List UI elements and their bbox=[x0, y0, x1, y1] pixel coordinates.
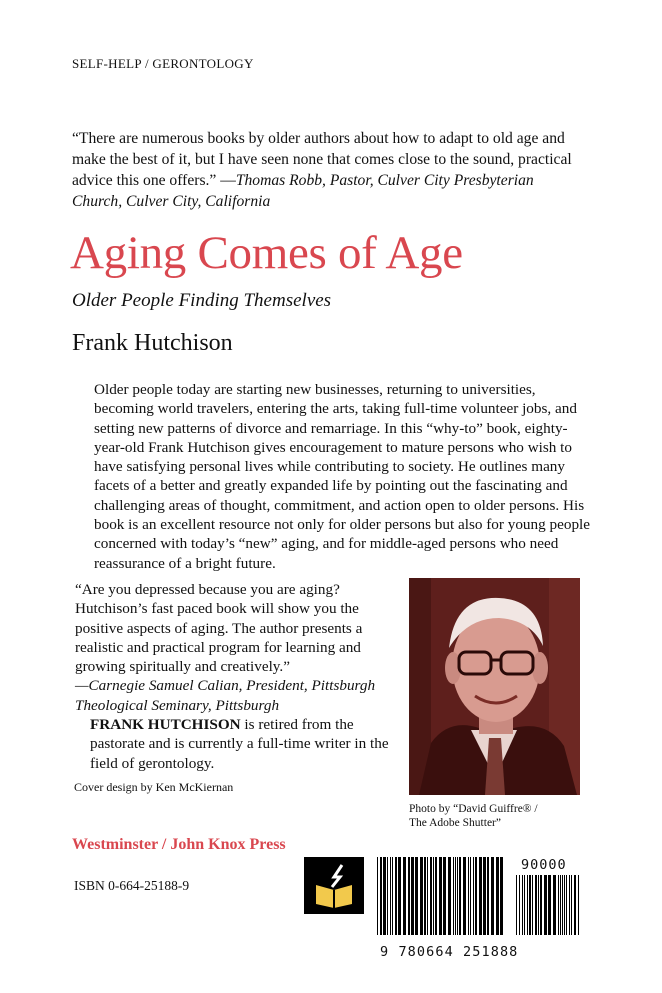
barcode-bar bbox=[519, 875, 520, 935]
barcode-bar bbox=[524, 875, 525, 935]
quote-2-attribution: —Carnegie Samuel Calian, President, Pittsburgh Theological Seminary, Pittsburgh bbox=[75, 677, 376, 714]
barcode-bar bbox=[435, 857, 437, 935]
book-author: Frank Hutchison bbox=[72, 330, 233, 356]
barcode-bar bbox=[553, 875, 556, 935]
barcode-bar bbox=[516, 875, 517, 935]
author-bio-text: is retired from the pastorate and is currently a full-time writer in the field of gerontology. bbox=[90, 716, 389, 772]
isbn-barcode bbox=[376, 857, 506, 935]
cover-design-credit: Cover design by Ken McKiernan bbox=[74, 780, 234, 794]
barcode-bar bbox=[560, 875, 561, 935]
barcode-bar bbox=[496, 857, 499, 935]
barcode-bar bbox=[468, 857, 469, 935]
barcode-bar bbox=[548, 875, 551, 935]
author-bio-name: FRANK HUTCHISON bbox=[90, 716, 241, 733]
endorsement-quote-1 bbox=[72, 128, 572, 212]
barcode-bar bbox=[564, 875, 565, 935]
barcode-bar bbox=[403, 857, 406, 935]
barcode-bar bbox=[532, 875, 533, 935]
barcode-bar bbox=[443, 857, 446, 935]
photo-credit bbox=[409, 802, 538, 830]
barcode-bar bbox=[522, 875, 523, 935]
barcode-bar bbox=[540, 875, 542, 935]
barcode-bar bbox=[483, 857, 486, 935]
barcode-bar bbox=[377, 857, 378, 935]
barcode-bar bbox=[390, 857, 391, 935]
book-description: Older people today are starting new businesses, returning to universities, becoming world travelers, entering the arts, taking full-time volunteer jobs, and setting new patterns of divorce and remarriage. In this “why-to” book, eighty-year-old Frank Hutchison gives encouragement to mature persons who wish to have satisfying personal lives while contributing to society. He outlines many facets of a better and greatly expanded life by pointing out the fascinating and challenging areas of thought, commitment, and action open to older persons. His book is an excellent resource not only for older persons but also for young people concerned with today’s “new” aging, and for middle-aged persons who need reassurance of a bright future. bbox=[94, 381, 590, 572]
barcode-bar bbox=[453, 857, 454, 935]
barcode-bar bbox=[411, 857, 414, 935]
barcode-bar bbox=[430, 857, 432, 935]
barcode-bar bbox=[527, 875, 528, 935]
barcode-bar bbox=[387, 857, 388, 935]
barcode-bar bbox=[571, 875, 572, 935]
barcode-bar bbox=[463, 857, 466, 935]
quote-2-text: “Are you depressed because you are aging? Hutchison’s fast paced book will show you the positive aspects of aging. The author presents a realistic and practical program for learning and growing spiritually and creatively.” bbox=[75, 581, 363, 676]
barcode-bar bbox=[433, 857, 434, 935]
barcode-bar bbox=[544, 875, 547, 935]
barcode-bar bbox=[500, 857, 503, 935]
barcode-bar bbox=[457, 857, 458, 935]
barcode-bar bbox=[578, 875, 579, 935]
quote-1-attribution: Thomas Robb, Pastor, Culver City Presbyterian Church, Culver City, California bbox=[72, 172, 534, 210]
barcode-bar bbox=[383, 857, 386, 935]
publisher-logo-icon bbox=[304, 857, 364, 914]
isbn-number: ISBN 0-664-25188-9 bbox=[74, 878, 190, 893]
barcode-bar bbox=[455, 857, 456, 935]
barcode-bar bbox=[562, 875, 563, 935]
publisher-name: Westminster / John Knox Press bbox=[72, 836, 286, 853]
barcode-bar bbox=[439, 857, 442, 935]
price-addon-barcode bbox=[515, 875, 581, 935]
barcode-bar bbox=[408, 857, 410, 935]
barcode-bar bbox=[535, 875, 537, 935]
barcode-bar bbox=[395, 857, 397, 935]
barcode-bar bbox=[569, 875, 570, 935]
author-photo bbox=[409, 578, 580, 795]
quote-1-text: “There are numerous books by older authors about how to adapt to old age and make the best of it, but I have seen none that comes close to the sound, practical advice this one offers.” — bbox=[72, 130, 572, 189]
barcode-bar bbox=[420, 857, 423, 935]
barcode-bar bbox=[574, 875, 576, 935]
barcode-bar bbox=[558, 875, 559, 935]
barcode-bar bbox=[470, 857, 471, 935]
barcode-bar bbox=[398, 857, 401, 935]
book-title: Aging Comes of Age bbox=[70, 227, 463, 279]
barcode-bar bbox=[473, 857, 474, 935]
barcode-bar bbox=[427, 857, 428, 935]
author-portrait-illustration bbox=[409, 578, 580, 795]
endorsement-quote-2 bbox=[75, 580, 400, 715]
book-subtitle: Older People Finding Themselves bbox=[72, 290, 332, 311]
barcode-bar bbox=[487, 857, 489, 935]
category-label: SELF-HELP / GERONTOLOGY bbox=[72, 56, 254, 71]
photo-credit-line-2: The Adobe Shutter” bbox=[409, 817, 501, 829]
barcode-bar bbox=[424, 857, 426, 935]
barcode-bar bbox=[538, 875, 539, 935]
author-bio bbox=[90, 715, 400, 773]
barcode-bar bbox=[566, 875, 567, 935]
barcode-bar bbox=[529, 875, 531, 935]
barcode-bar bbox=[491, 857, 494, 935]
photo-credit-line-1: Photo by “David Guiffre® / bbox=[409, 803, 538, 815]
barcode-bar bbox=[459, 857, 461, 935]
barcode-bar bbox=[448, 857, 451, 935]
barcode-bar bbox=[392, 857, 393, 935]
barcode-ean-digits: 9 780664 251888 bbox=[380, 944, 519, 960]
barcode-bar bbox=[479, 857, 482, 935]
barcode-bar bbox=[415, 857, 418, 935]
barcode-addon-digits: 90000 bbox=[521, 857, 567, 873]
barcode-bar bbox=[475, 857, 477, 935]
barcode-bar bbox=[380, 857, 382, 935]
